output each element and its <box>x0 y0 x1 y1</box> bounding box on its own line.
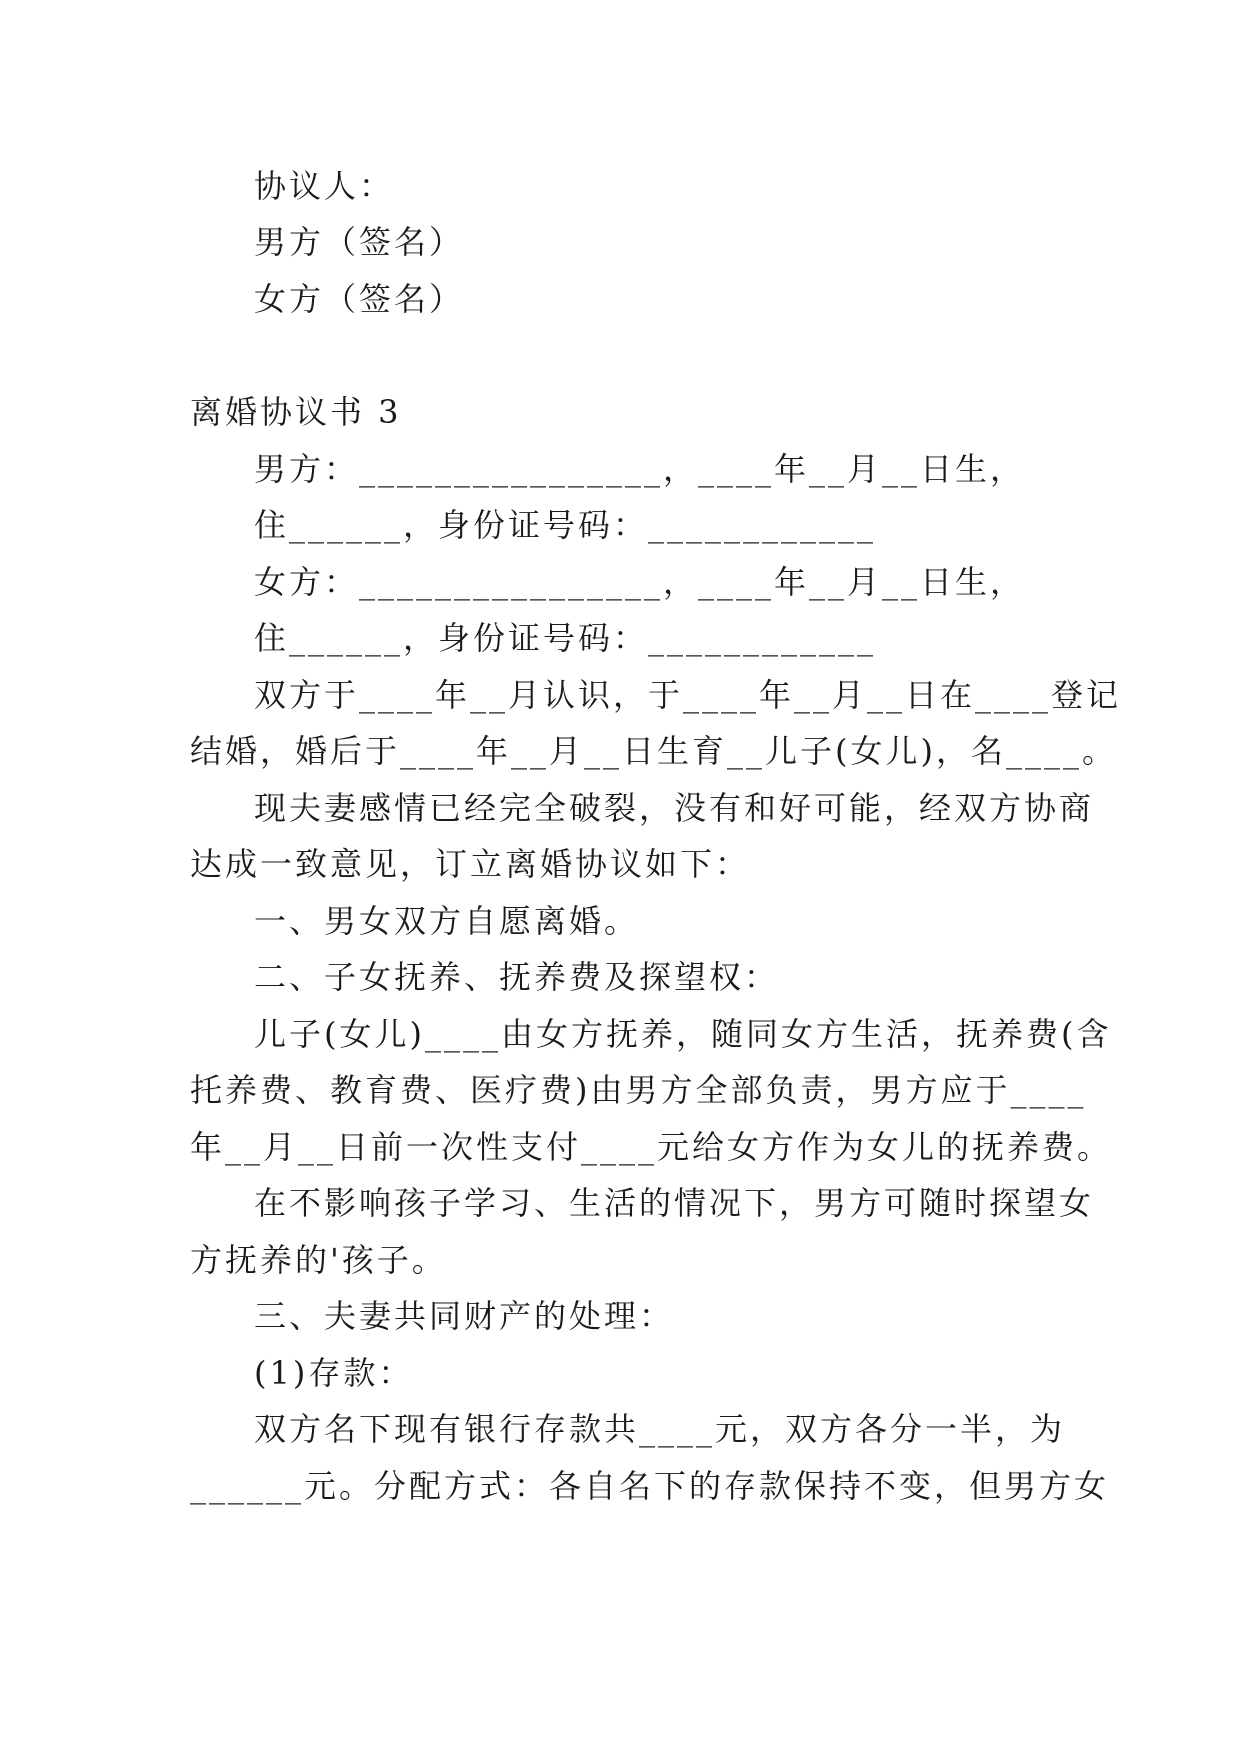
male-party-line: 男方：________________，____年__月__日生， <box>254 450 1026 488</box>
female-signature-line: 女方（签名） <box>254 280 465 318</box>
clause-heading: 一、男女双方自愿离婚。 <box>254 902 640 940</box>
male-signature-line: 男方（签名） <box>254 223 465 261</box>
parties-label: 协议人： <box>254 167 395 205</box>
female-party-line: 女方：________________，____年__月__日生， <box>254 563 1026 601</box>
paragraph-line: 在不影响孩子学习、生活的情况下，男方可随时探望女 <box>254 1184 1095 1222</box>
paragraph-line: 现夫妻感情已经完全破裂，没有和好可能，经双方协商 <box>254 789 1095 827</box>
female-address-line: 住______，身份证号码：____________ <box>254 619 877 657</box>
clause-heading: 三、夫妻共同财产的处理： <box>254 1297 675 1335</box>
male-address-line: 住______，身份证号码：____________ <box>254 506 877 544</box>
document-title: 离婚协议书 3 <box>190 393 402 431</box>
clause-heading: 二、子女抚养、抚养费及探望权： <box>254 958 780 996</box>
sub-clause-heading: (1)存款： <box>254 1354 414 1392</box>
paragraph-line: 方抚养的'孩子。 <box>190 1241 447 1279</box>
paragraph-line: 双方于____年__月认识，于____年__月__日在____登记 <box>254 676 1122 714</box>
paragraph-line: 双方名下现有银行存款共____元，双方各分一半，为 <box>254 1410 1066 1448</box>
paragraph-line: 达成一致意见，订立离婚协议如下： <box>190 845 751 883</box>
paragraph-line: ______元。分配方式：各自名下的存款保持不变，但男方女 <box>190 1467 1110 1505</box>
paragraph-line: 结婚，婚后于____年__月__日生育__儿子(女儿)，名____。 <box>190 732 1117 770</box>
paragraph-line: 儿子(女儿)____由女方抚养，随同女方生活，抚养费(含 <box>254 1015 1112 1053</box>
paragraph-line: 年__月__日前一次性支付____元给女方作为女儿的抚养费。 <box>190 1128 1113 1166</box>
paragraph-line: 托养费、教育费、医疗费)由男方全部负责，男方应于____ <box>190 1071 1087 1109</box>
